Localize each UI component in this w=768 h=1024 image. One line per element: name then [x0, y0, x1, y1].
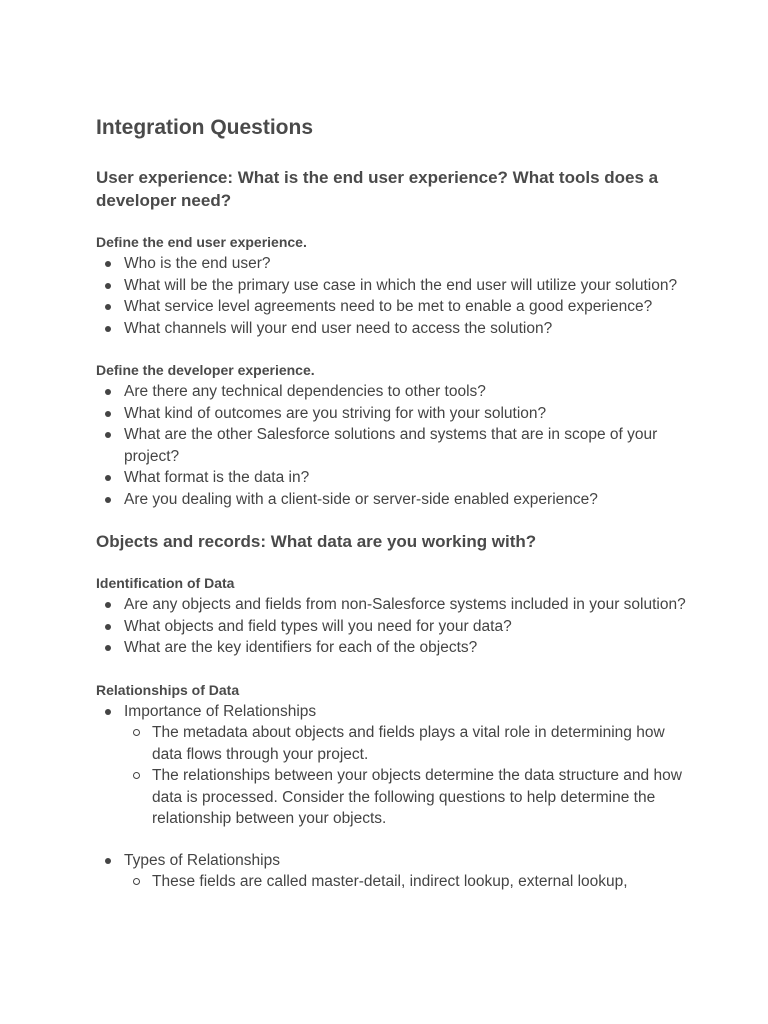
bullet-icon: [105, 709, 111, 715]
list-item: The metadata about objects and fields plays a vital role in determining how data flows through your project.: [124, 722, 696, 765]
bullet-icon: [105, 475, 111, 481]
importance-sublist: [124, 722, 696, 830]
list-item: Are there any technical dependencies to other tools?: [96, 381, 696, 403]
list-item: These fields are called master-detail, indirect lookup, external lookup,: [124, 871, 696, 893]
subsection-title-developer: Define the developer experience.: [96, 362, 315, 378]
bullet-icon: [105, 602, 111, 608]
list-item: What channels will your end user need to access the solution?: [96, 318, 696, 340]
section-heading-objects-records: Objects and records: What data are you working with?: [96, 532, 537, 551]
list-item: Types of Relationships These fields are called master-detail, indirect lookup, external lookup,: [96, 850, 696, 893]
hollow-bullet-icon: [133, 729, 140, 736]
end-user-question-list: [96, 253, 696, 339]
list-item: Are any objects and fields from non-Salesforce systems included in your solution?: [96, 594, 696, 616]
bullet-icon: [105, 304, 111, 310]
list-item: What are the key identifiers for each of the objects?: [96, 637, 696, 659]
bullet-icon: [105, 326, 111, 332]
relationships-list: [96, 701, 696, 893]
bullet-icon: [105, 497, 111, 503]
bullet-icon: [105, 858, 111, 864]
list-item: Are you dealing with a client-side or server-side enabled experience?: [96, 489, 696, 511]
hollow-bullet-icon: [133, 772, 140, 779]
document-title: Integration Questions: [96, 116, 314, 139]
spacer: [124, 830, 696, 850]
subsection-title-end-user: Define the end user experience.: [96, 234, 307, 250]
section-heading-user-experience: User experience: What is the end user experience? What tools does a developer need?: [96, 168, 659, 210]
list-item: What service level agreements need to be met to enable a good experience?: [96, 296, 696, 318]
list-item: Importance of Relationships The metadata about objects and fields plays a vital role in determining how data flows through your project. The relationships between your objects determine the data structure and how data is processed. Consider the following questions to help determine the relationship between your objects.: [96, 701, 696, 850]
bullet-icon: [105, 411, 111, 417]
bullet-icon: [105, 645, 111, 651]
bullet-icon: [105, 389, 111, 395]
bullet-icon: [105, 432, 111, 438]
list-item: The relationships between your objects determine the data structure and how data is processed. Consider the following questions to help determine the relationship between your objects.: [124, 765, 696, 830]
list-item: What will be the primary use case in which the end user will utilize your solution?: [96, 275, 696, 297]
bullet-icon: [105, 283, 111, 289]
bullet-icon: [105, 261, 111, 267]
bullet-icon: [105, 624, 111, 630]
developer-question-list: [96, 381, 696, 510]
hollow-bullet-icon: [133, 878, 140, 885]
document-page: [96, 114, 696, 893]
subsection-title-identification: Identification of Data: [96, 575, 235, 591]
list-item: What are the other Salesforce solutions and systems that are in scope of your project?: [96, 424, 696, 467]
list-item: What objects and field types will you need for your data?: [96, 616, 696, 638]
list-item: Who is the end user?: [96, 253, 696, 275]
identification-question-list: [96, 594, 696, 659]
list-item: What kind of outcomes are you striving for with your solution?: [96, 403, 696, 425]
types-sublist: [124, 871, 696, 893]
list-item: What format is the data in?: [96, 467, 696, 489]
subsection-title-relationships: Relationships of Data: [96, 681, 240, 698]
